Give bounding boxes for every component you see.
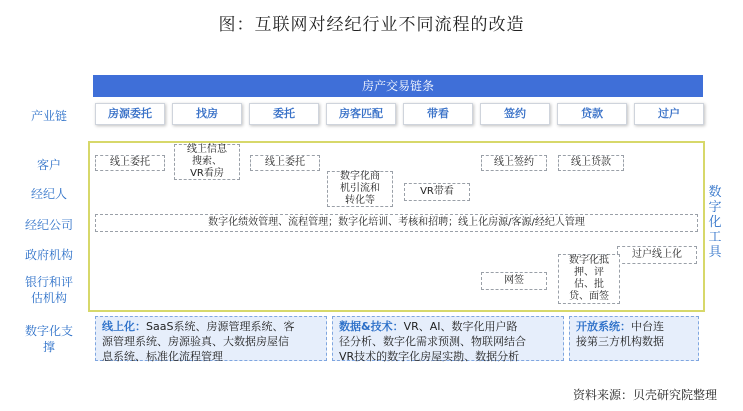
tool-box-open-system-line1 [576, 319, 692, 334]
tool-box-data-tech-line2: 径分析、数字化需求预测、物联网结合 [339, 335, 526, 348]
box-customer-online-commission-2: 线上委托 [250, 155, 320, 171]
row-label-digital-support-line1: 数字化支 [24, 324, 73, 338]
box-agent-digital-leads-line3: 转化等 [345, 195, 375, 206]
box-bank-digital-mortgage-line1: 数字化抵 [569, 255, 609, 266]
tool-box-online-body-line1: SaaS系统、房源管理系统、客 [146, 320, 295, 333]
side-char-4: 工 [708, 230, 722, 245]
stage-commission: 委托 [249, 103, 319, 125]
tool-box-data-tech-line3: VR技术的数字化房屋实勘、数据分析 [339, 350, 520, 363]
row-label-bank-line2: 估机构 [30, 291, 67, 305]
tool-box-open-system [569, 316, 699, 361]
digital-tools-side-label [707, 185, 723, 260]
tool-box-data-tech-line1 [339, 319, 557, 334]
row-label-customer: 客户 [36, 158, 61, 172]
box-bank-digital-mortgage-line3: 估、批 [574, 279, 604, 290]
tool-box-online-line2: 源管理系统、房源验真、大数据房屋信 [102, 335, 289, 348]
box-agency-digital-management: 数字化绩效管理、流程管理；数字化培训、考核和招聘；线上化房源/客源/经纪人管理 [95, 214, 698, 232]
box-agent-digital-leads [327, 171, 393, 207]
row-label-agency: 经纪公司 [24, 218, 73, 232]
tool-box-open-system-head: 开放系统： [576, 320, 631, 333]
box-bank-digital-mortgage [558, 254, 620, 304]
transaction-chain-bar: 房产交易链条 [93, 75, 703, 97]
stage-listing-commission: 房源委托 [95, 103, 165, 125]
side-char-5: 具 [708, 245, 722, 260]
box-gov-online-transfer: 过户线上化 [617, 246, 697, 264]
side-char-3: 化 [708, 215, 722, 230]
box-customer-online-search [174, 144, 240, 180]
box-customer-online-search-line1: 线上信息 [187, 144, 227, 155]
figure-title: 图：互联网对经纪行业不同流程的改造 [218, 15, 525, 35]
box-customer-online-loan: 线上贷款 [558, 155, 624, 171]
tool-box-data-tech [332, 316, 564, 361]
stage-viewing: 带看 [403, 103, 473, 125]
stage-transfer: 过户 [634, 103, 704, 125]
box-bank-digital-mortgage-line4: 贷、面签 [569, 291, 609, 302]
side-char-1: 数 [708, 185, 722, 200]
stage-matching: 房客匹配 [326, 103, 396, 125]
stage-loan: 贷款 [557, 103, 627, 125]
tool-box-online-line3: 息系统、标准化流程管理 [102, 350, 223, 363]
row-label-industry-chain: 产业链 [30, 109, 67, 123]
box-agent-vr-viewing: VR带看 [404, 183, 470, 201]
tool-box-online [95, 316, 327, 361]
stage-signing: 签约 [480, 103, 550, 125]
box-customer-online-commission: 线上委托 [95, 155, 165, 171]
box-agent-digital-leads-line2: 机引流和 [340, 183, 380, 194]
box-customer-online-search-line3: VR看房 [190, 168, 224, 179]
tool-box-online-head: 线上化： [102, 320, 146, 333]
box-bank-online-netsign: 网签 [481, 272, 547, 290]
row-label-agent: 经纪人 [30, 187, 67, 201]
stage-house-search: 找房 [172, 103, 242, 125]
box-customer-online-signing: 线上签约 [481, 155, 547, 171]
tool-box-open-system-line2: 接第三方机构数据 [576, 335, 664, 348]
tool-box-open-system-body-line1: 中台连 [631, 320, 664, 333]
box-bank-digital-mortgage-line2: 押、评 [574, 267, 604, 278]
tool-box-online-line1 [102, 319, 320, 334]
source-note: 资料来源：贝壳研究院整理 [572, 388, 717, 402]
row-label-digital-support-line2: 撑 [42, 340, 55, 354]
row-label-bank-line1: 银行和评 [24, 275, 73, 289]
box-agent-digital-leads-line1: 数字化商 [340, 171, 380, 182]
box-customer-online-search-line2: 搜索、 [192, 156, 222, 167]
side-char-2: 字 [708, 200, 722, 215]
tool-box-data-tech-body-line1: VR、AI、数字化用户路 [403, 320, 518, 333]
row-label-government: 政府机构 [24, 248, 73, 262]
tool-box-data-tech-head: 数据&技术： [339, 320, 404, 333]
